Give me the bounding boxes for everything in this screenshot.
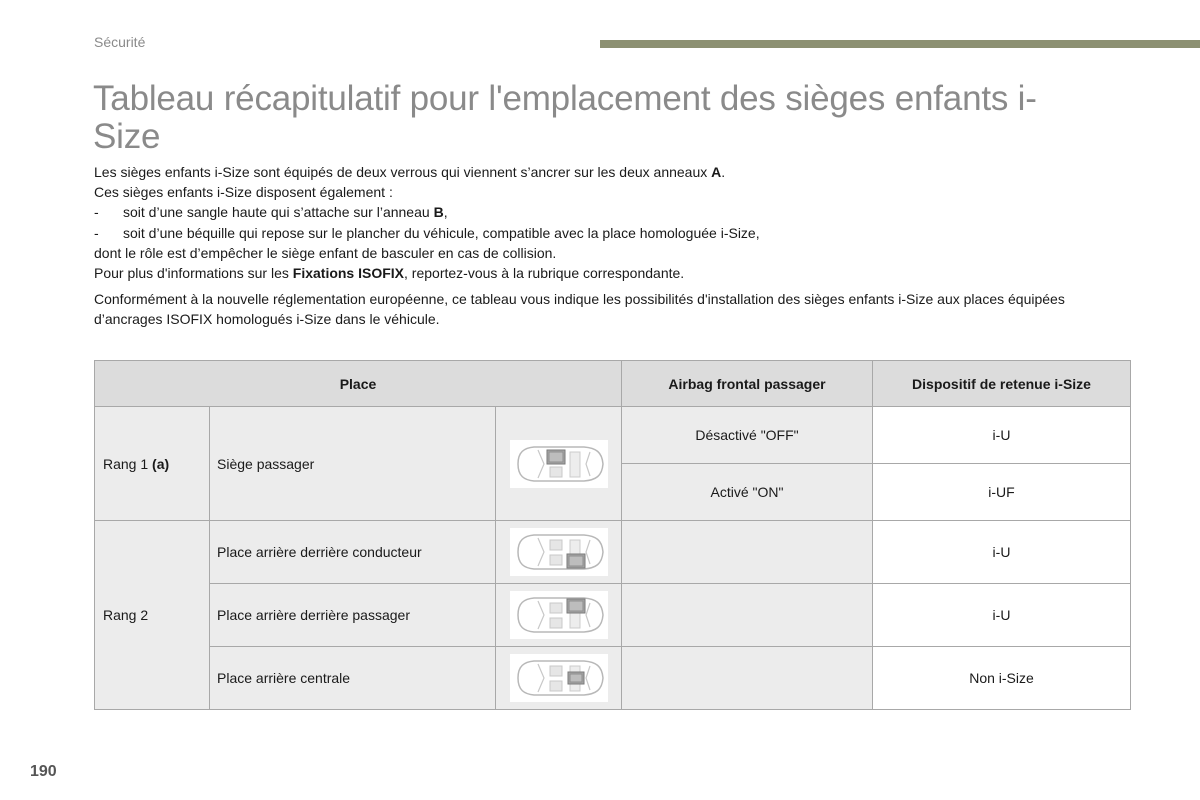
isofix-reference: Fixations ISOFIX: [292, 265, 405, 282]
ring-a-label: A: [711, 164, 722, 180]
section-label: Sécurité: [94, 34, 146, 50]
intro-line-3: dont le rôle est d’empêcher le siège enfant de basculer en cas de collision.: [94, 244, 557, 261]
dispositif-cell: i-UF: [873, 464, 1131, 521]
car-top-view-front-passenger-icon: [510, 440, 608, 488]
intro-line-4: [94, 263, 1134, 283]
intro-line-1-text: Les sièges enfants i-Size sont équipés de deux verrous qui viennent s’ancrer sur les deux anneaux: [94, 164, 712, 180]
car-top-view-rear-center-icon: [510, 654, 608, 702]
intro-line-1: [94, 162, 1134, 182]
seat-diagram-cell: [496, 647, 622, 710]
intro-line-4-end: , reportez-vous à la rubrique correspondante.: [404, 265, 685, 282]
rang-1-text: Rang 1: [103, 455, 153, 472]
dispositif-cell: i-U: [873, 407, 1131, 464]
header-airbag: Airbag frontal passager: [622, 361, 873, 407]
car-top-view-rear-left-icon: [510, 528, 608, 576]
header-accent-bar: [600, 40, 1200, 48]
table-row: [95, 521, 1131, 584]
i-size-summary-table: [94, 360, 1131, 710]
dispositif-cell: i-U: [873, 521, 1131, 584]
page-title: Tableau récapitulatif pour l'emplacement des sièges enfants i-Size: [93, 79, 1037, 156]
intro-text: [94, 162, 1134, 330]
regulation-paragraph: Conformément à la nouvelle réglementation européenne, ce tableau vous indique les possibilités d'installation des sièges enfants i-Size aux places équipées d’ancrages ISOFIX homologués i-Size dans le véhicule.: [94, 291, 1065, 328]
place-cell: Place arrière centrale: [210, 647, 496, 710]
dispositif-cell: i-U: [873, 584, 1131, 647]
ring-b-label: B: [433, 204, 444, 221]
airbag-cell: [622, 647, 873, 710]
bullet-item-1-text: [123, 202, 448, 222]
header-dispositif: Dispositif de retenue i-Size: [873, 361, 1131, 407]
bullet-item-1-pre: soit d’une sangle haute qui s’attache sur l’anneau: [123, 204, 434, 221]
airbag-cell: [622, 521, 873, 584]
car-top-view-rear-right-icon: [510, 591, 608, 639]
bullet-item-2: [94, 223, 1134, 243]
intro-line-2: Ces sièges enfants i-Size disposent également :: [94, 184, 393, 201]
rang-1-note: (a): [152, 455, 170, 472]
bullet-item-2-text: soit d’une béquille qui repose sur le plancher du véhicule, compatible avec la place homologuée i-Size,: [123, 224, 760, 241]
airbag-cell: Activé "ON": [622, 464, 873, 521]
seat-diagram-cell: [496, 521, 622, 584]
airbag-cell: Désactivé "OFF": [622, 407, 873, 464]
rang-1-label: [95, 407, 210, 521]
seat-diagram-cell: [496, 584, 622, 647]
rang-2-label: Rang 2: [95, 521, 210, 710]
table-row: [95, 407, 1131, 464]
table-header-row: [95, 361, 1131, 407]
bullet-item-1: [94, 202, 1134, 222]
place-cell: Place arrière derrière conducteur: [210, 521, 496, 584]
place-cell: Siège passager: [210, 407, 496, 521]
bullet-dash: -: [94, 224, 99, 241]
bullet-item-1-end: ,: [443, 204, 448, 221]
page-number: 190: [30, 763, 57, 780]
seat-diagram-cell: [496, 407, 622, 521]
airbag-cell: [622, 584, 873, 647]
place-cell: Place arrière derrière passager: [210, 584, 496, 647]
table-row: [95, 647, 1131, 710]
table-row: [95, 584, 1131, 647]
dispositif-cell: Non i-Size: [873, 647, 1131, 710]
bullet-dash: -: [94, 204, 99, 221]
header-place: Place: [95, 361, 622, 407]
intro-line-1-end: .: [721, 164, 726, 180]
intro-line-4-text: Pour plus d'informations sur les: [94, 265, 293, 282]
